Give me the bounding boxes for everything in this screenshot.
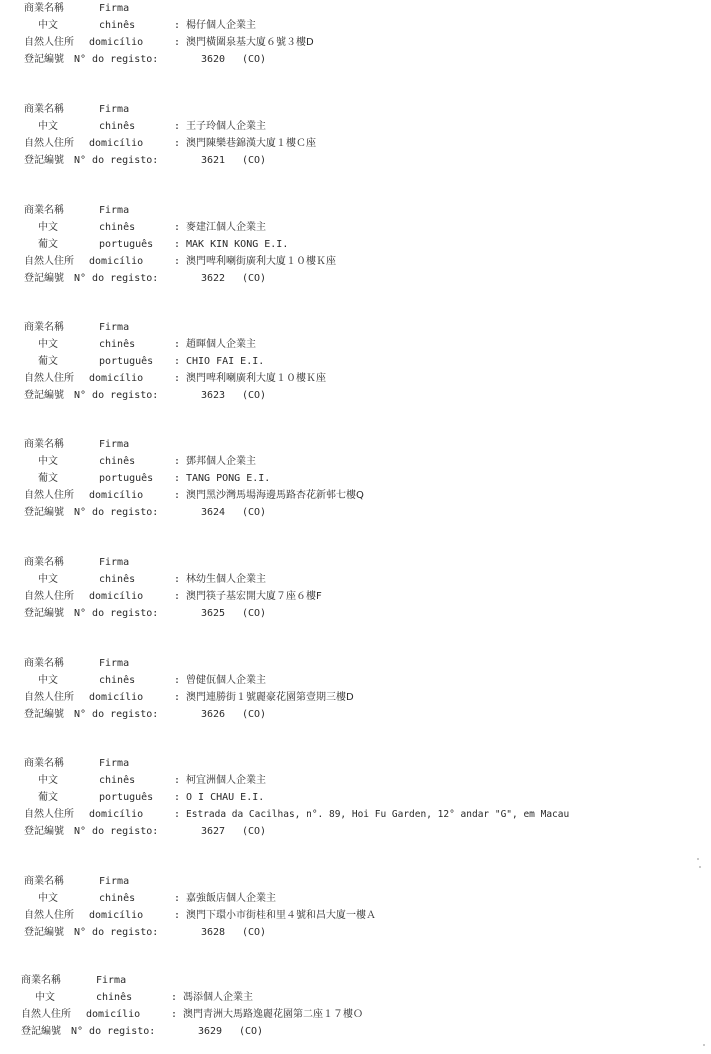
registry-number-value: 3625 bbox=[201, 608, 226, 619]
firm-label-pt: Firma bbox=[99, 104, 130, 115]
chinese-label-zh: 中文 bbox=[38, 121, 58, 132]
registry-label-zh: 登記編號 bbox=[24, 826, 64, 837]
domicile-label-zh: 自然人住所 bbox=[24, 138, 74, 149]
portuguese-label-pt: português bbox=[99, 239, 154, 250]
registry-label-zh: 登記編號 bbox=[24, 273, 64, 284]
colon: : bbox=[174, 775, 181, 786]
chinese-name-value: 馮添個人企業主 bbox=[183, 992, 253, 1003]
portuguese-label-pt: português bbox=[99, 356, 154, 367]
colon: : bbox=[174, 339, 181, 350]
chinese-name-value: 曾健佤個人企業主 bbox=[186, 675, 266, 686]
firm-label-pt: Firma bbox=[99, 758, 130, 769]
portuguese-name-value: MAK KIN KONG E.I. bbox=[186, 239, 289, 250]
chinese-label-pt: chinês bbox=[99, 20, 136, 31]
colon: : bbox=[174, 121, 181, 132]
colon: : bbox=[174, 222, 181, 233]
registry-label-zh: 登記編號 bbox=[24, 709, 64, 720]
firm-label-zh: 商業名稱 bbox=[24, 658, 64, 669]
firm-label-zh: 商業名稱 bbox=[24, 557, 64, 568]
domicile-value: 澳門下環小市街桂和里４號和昌大廈一樓Ａ bbox=[186, 910, 376, 921]
registry-number-value: 3620 bbox=[201, 54, 226, 65]
colon: : bbox=[174, 256, 181, 267]
colon: : bbox=[171, 1009, 178, 1020]
scan-speck bbox=[699, 866, 701, 868]
colon: : bbox=[174, 356, 181, 367]
registry-number-value: 3628 bbox=[201, 927, 226, 938]
chinese-label-zh: 中文 bbox=[38, 574, 58, 585]
colon: : bbox=[174, 20, 181, 31]
domicile-label-pt: domicílio bbox=[89, 256, 144, 267]
registry-suffix: (CO) bbox=[242, 826, 267, 837]
domicile-label-zh: 自然人住所 bbox=[21, 1009, 71, 1020]
registry-label-pt: N° do registo: bbox=[71, 1026, 156, 1037]
domicile-label-pt: domicílio bbox=[89, 373, 144, 384]
portuguese-label-pt: português bbox=[99, 473, 154, 484]
domicile-label-zh: 自然人住所 bbox=[24, 591, 74, 602]
registry-suffix: (CO) bbox=[242, 507, 267, 518]
chinese-label-pt: chinês bbox=[99, 456, 136, 467]
portuguese-label-pt: português bbox=[99, 792, 154, 803]
domicile-label-pt: domicílio bbox=[89, 591, 144, 602]
domicile-value: 澳門筷子基宏開大廈７座６樓F bbox=[186, 591, 322, 602]
domicile-label-zh: 自然人住所 bbox=[24, 910, 74, 921]
chinese-name-value: 王子玲個人企業主 bbox=[186, 121, 266, 132]
chinese-label-pt: chinês bbox=[96, 992, 133, 1003]
registry-label-pt: N° do registo: bbox=[74, 507, 159, 518]
registry-number-value: 3624 bbox=[201, 507, 226, 518]
registry-number-value: 3626 bbox=[201, 709, 226, 720]
chinese-label-pt: chinês bbox=[99, 675, 136, 686]
colon: : bbox=[174, 473, 181, 484]
colon: : bbox=[174, 239, 181, 250]
chinese-label-zh: 中文 bbox=[38, 222, 58, 233]
registry-label-zh: 登記編號 bbox=[24, 927, 64, 938]
firm-label-zh: 商業名稱 bbox=[24, 758, 64, 769]
colon: : bbox=[174, 893, 181, 904]
domicile-label-pt: domicílio bbox=[89, 910, 144, 921]
scan-speck bbox=[703, 1044, 705, 1046]
domicile-label-pt: domicílio bbox=[89, 692, 144, 703]
registry-label-pt: N° do registo: bbox=[74, 927, 159, 938]
chinese-label-zh: 中文 bbox=[38, 456, 58, 467]
colon: : bbox=[174, 37, 181, 48]
domicile-label-pt: domicílio bbox=[89, 37, 144, 48]
registry-suffix: (CO) bbox=[242, 608, 267, 619]
firm-label-pt: Firma bbox=[99, 205, 130, 216]
portuguese-label-zh: 葡文 bbox=[38, 473, 58, 484]
domicile-label-zh: 自然人住所 bbox=[24, 809, 74, 820]
registry-suffix: (CO) bbox=[242, 709, 267, 720]
registry-suffix: (CO) bbox=[242, 155, 267, 166]
chinese-label-pt: chinês bbox=[99, 775, 136, 786]
registry-label-zh: 登記編號 bbox=[24, 155, 64, 166]
chinese-label-zh: 中文 bbox=[35, 992, 55, 1003]
firm-label-zh: 商業名稱 bbox=[24, 3, 64, 14]
colon: : bbox=[174, 792, 181, 803]
registry-label-pt: N° do registo: bbox=[74, 608, 159, 619]
portuguese-label-zh: 葡文 bbox=[38, 239, 58, 250]
domicile-value: 澳門啤利喇廣利大廈１０樓Ｋ座 bbox=[186, 373, 326, 384]
colon: : bbox=[174, 591, 181, 602]
chinese-name-value: 柯宜洲個人企業主 bbox=[186, 775, 266, 786]
chinese-label-pt: chinês bbox=[99, 893, 136, 904]
registry-label-pt: N° do registo: bbox=[74, 54, 159, 65]
domicile-label-pt: domicílio bbox=[89, 809, 144, 820]
firm-label-zh: 商業名稱 bbox=[24, 104, 64, 115]
registry-number-value: 3629 bbox=[198, 1026, 223, 1037]
registry-label-zh: 登記編號 bbox=[24, 507, 64, 518]
chinese-label-pt: chinês bbox=[99, 222, 136, 233]
chinese-label-pt: chinês bbox=[99, 339, 136, 350]
firm-label-zh: 商業名稱 bbox=[24, 322, 64, 333]
chinese-label-zh: 中文 bbox=[38, 893, 58, 904]
registry-suffix: (CO) bbox=[242, 390, 267, 401]
registry-label-zh: 登記編號 bbox=[21, 1026, 61, 1037]
registry-label-pt: N° do registo: bbox=[74, 155, 159, 166]
firm-label-pt: Firma bbox=[99, 3, 130, 14]
chinese-name-value: 鄧邦個人企業主 bbox=[186, 456, 256, 467]
chinese-label-zh: 中文 bbox=[38, 775, 58, 786]
domicile-label-zh: 自然人住所 bbox=[24, 692, 74, 703]
colon: : bbox=[174, 574, 181, 585]
portuguese-label-zh: 葡文 bbox=[38, 356, 58, 367]
registry-label-pt: N° do registo: bbox=[74, 709, 159, 720]
registry-label-pt: N° do registo: bbox=[74, 826, 159, 837]
domicile-label-zh: 自然人住所 bbox=[24, 373, 74, 384]
chinese-label-zh: 中文 bbox=[38, 339, 58, 350]
portuguese-label-zh: 葡文 bbox=[38, 792, 58, 803]
chinese-label-zh: 中文 bbox=[38, 675, 58, 686]
chinese-label-pt: chinês bbox=[99, 121, 136, 132]
chinese-label-zh: 中文 bbox=[38, 20, 58, 31]
domicile-value: Estrada da Cacilhas, n°. 89, Hoi Fu Garden, 12° andar "G", em Macau bbox=[186, 809, 570, 820]
colon: : bbox=[174, 910, 181, 921]
firm-label-zh: 商業名稱 bbox=[24, 205, 64, 216]
registry-suffix: (CO) bbox=[242, 54, 267, 65]
registry-label-zh: 登記編號 bbox=[24, 54, 64, 65]
portuguese-name-value: TANG PONG E.I. bbox=[186, 473, 271, 484]
registry-suffix: (CO) bbox=[242, 927, 267, 938]
chinese-name-value: 楊仔個人企業主 bbox=[186, 20, 256, 31]
registry-number-value: 3621 bbox=[201, 155, 226, 166]
registry-number-value: 3627 bbox=[201, 826, 226, 837]
chinese-name-value: 林幼生個人企業主 bbox=[186, 574, 266, 585]
domicile-label-pt: domicílio bbox=[89, 490, 144, 501]
domicile-label-pt: domicílio bbox=[89, 138, 144, 149]
portuguese-name-value: CHIO FAI E.I. bbox=[186, 356, 265, 367]
registry-label-zh: 登記編號 bbox=[24, 390, 64, 401]
colon: : bbox=[174, 456, 181, 467]
registry-suffix: (CO) bbox=[242, 273, 267, 284]
colon: : bbox=[171, 992, 178, 1003]
registry-label-pt: N° do registo: bbox=[74, 273, 159, 284]
firm-label-zh: 商業名稱 bbox=[21, 975, 61, 986]
colon: : bbox=[174, 373, 181, 384]
firm-label-pt: Firma bbox=[99, 322, 130, 333]
registry-number-value: 3623 bbox=[201, 390, 226, 401]
registry-number-value: 3622 bbox=[201, 273, 226, 284]
registry-label-pt: N° do registo: bbox=[74, 390, 159, 401]
domicile-value: 澳門陳樂巷錦漢大廈１樓Ｃ座 bbox=[186, 138, 316, 149]
domicile-label-zh: 自然人住所 bbox=[24, 37, 74, 48]
domicile-value: 澳門橫圍泉基大廈６號３樓D bbox=[186, 37, 314, 48]
domicile-value: 澳門啤利喇街廣利大廈１０樓Ｋ座 bbox=[186, 256, 336, 267]
firm-label-zh: 商業名稱 bbox=[24, 439, 64, 450]
chinese-label-pt: chinês bbox=[99, 574, 136, 585]
colon: : bbox=[174, 138, 181, 149]
domicile-value: 澳門連勝街１號麗豪花園第壹期三樓D bbox=[186, 692, 354, 703]
chinese-name-value: 趙暉個人企業主 bbox=[186, 339, 256, 350]
scan-speck bbox=[697, 858, 699, 860]
firm-label-pt: Firma bbox=[99, 658, 130, 669]
chinese-name-value: 嘉強飯店個人企業主 bbox=[186, 893, 276, 904]
portuguese-name-value: O I CHAU E.I. bbox=[186, 792, 265, 803]
colon: : bbox=[174, 692, 181, 703]
colon: : bbox=[174, 490, 181, 501]
domicile-value: 澳門黑沙灣馬場海邊馬路杏花新邨七樓Q bbox=[186, 490, 364, 501]
domicile-label-zh: 自然人住所 bbox=[24, 490, 74, 501]
firm-label-pt: Firma bbox=[99, 439, 130, 450]
firm-label-zh: 商業名稱 bbox=[24, 876, 64, 887]
firm-label-pt: Firma bbox=[96, 975, 127, 986]
domicile-label-pt: domicílio bbox=[86, 1009, 141, 1020]
domicile-value: 澳門青洲大馬路逸麗花園第二座１７樓Ｏ bbox=[183, 1009, 363, 1020]
domicile-label-zh: 自然人住所 bbox=[24, 256, 74, 267]
firm-label-pt: Firma bbox=[99, 876, 130, 887]
colon: : bbox=[174, 675, 181, 686]
colon: : bbox=[174, 809, 181, 820]
registry-suffix: (CO) bbox=[239, 1026, 264, 1037]
firm-label-pt: Firma bbox=[99, 557, 130, 568]
chinese-name-value: 麥建江個人企業主 bbox=[186, 222, 266, 233]
registry-label-zh: 登記編號 bbox=[24, 608, 64, 619]
